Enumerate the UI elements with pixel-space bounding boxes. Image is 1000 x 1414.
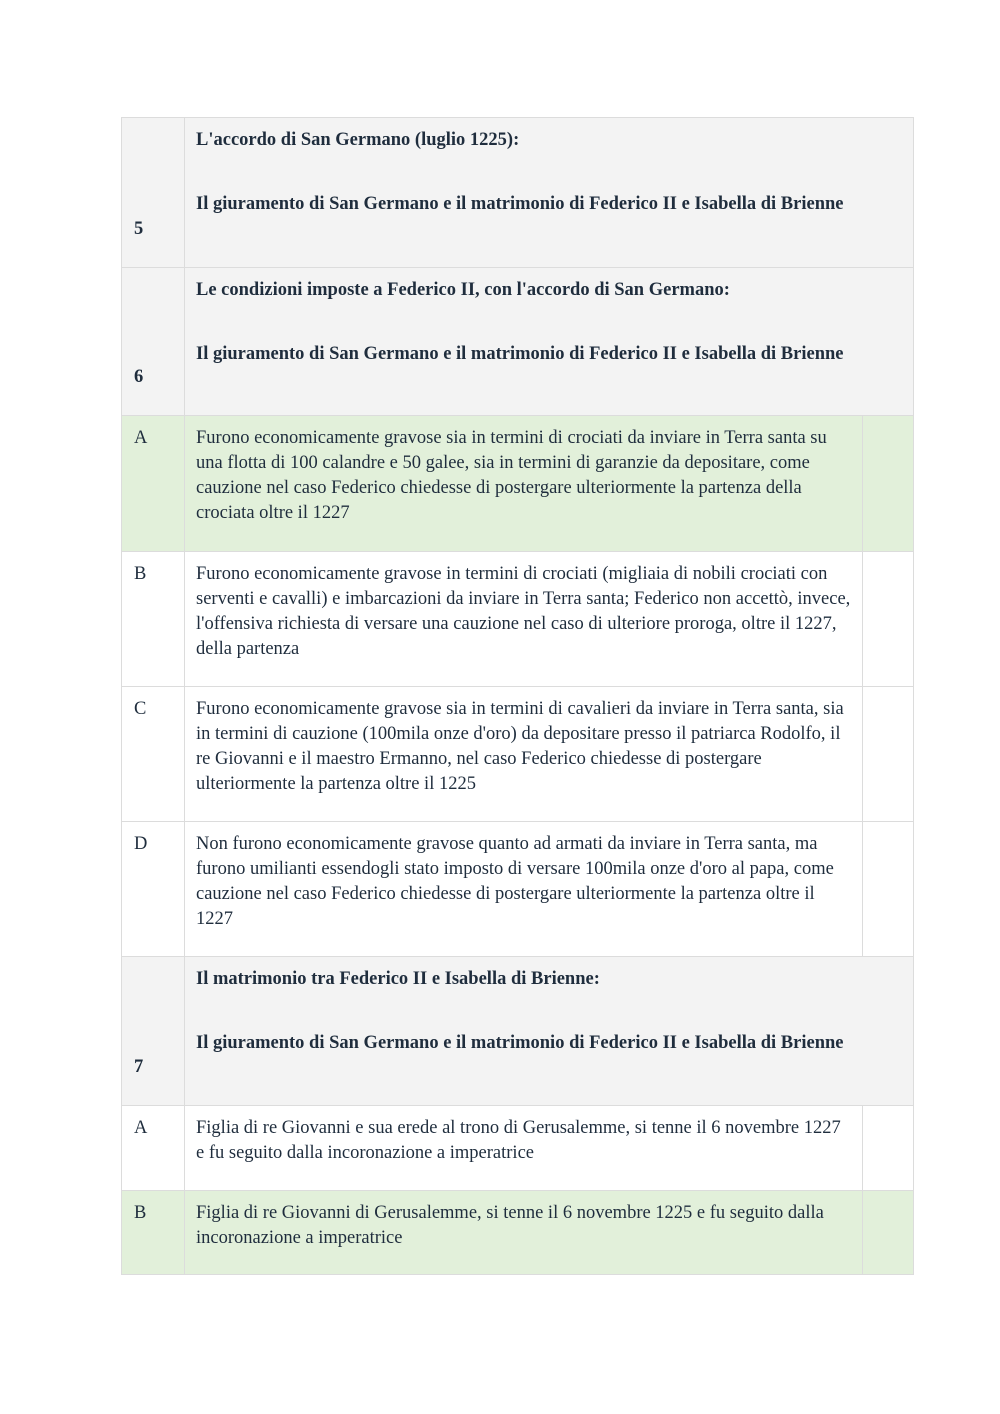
answer-row-7b[interactable] xyxy=(122,1191,914,1275)
question-body xyxy=(185,118,914,268)
question-section: Il giuramento di San Germano e il matrimonio di Federico II e Isabella di Brienne xyxy=(196,1033,844,1053)
question-section: Il giuramento di San Germano e il matrimonio di Federico II e Isabella di Brienne xyxy=(196,194,844,214)
question-title: Le condizioni imposte a Federico II, con l'accordo di San Germano: xyxy=(196,280,730,300)
answer-text: Non furono economicamente gravose quanto ad armati da inviare in Terra santa, ma furono umilianti essendogli stato imposto di versare 100mila onze d'oro al papa, come cauzione nel caso Federico chiedesse di postergare ulteriormente la partenza oltre il 1227 xyxy=(185,822,863,957)
answer-row-6c[interactable] xyxy=(122,687,914,822)
answer-row-7a[interactable] xyxy=(122,1106,914,1191)
answer-letter: A xyxy=(122,1106,185,1191)
question-body xyxy=(185,957,914,1106)
answer-letter: B xyxy=(122,1191,185,1275)
answer-row-6a[interactable] xyxy=(122,416,914,552)
answer-mark-cell xyxy=(863,1191,914,1275)
quiz-table xyxy=(121,117,914,1275)
answer-row-6b[interactable] xyxy=(122,552,914,687)
question-body xyxy=(185,268,914,416)
answer-mark-cell xyxy=(863,1106,914,1191)
question-row-7 xyxy=(122,957,914,1106)
question-number: 6 xyxy=(122,268,185,416)
question-title: L'accordo di San Germano (luglio 1225): xyxy=(196,130,520,150)
answer-letter: A xyxy=(122,416,185,552)
answer-mark-cell xyxy=(863,416,914,552)
answer-mark-cell xyxy=(863,822,914,957)
answer-letter: C xyxy=(122,687,185,822)
question-number: 5 xyxy=(122,118,185,268)
question-row-5 xyxy=(122,118,914,268)
answer-mark-cell xyxy=(863,552,914,687)
answer-letter: B xyxy=(122,552,185,687)
answer-text: Furono economicamente gravose sia in termini di cavalieri da inviare in Terra santa, sia in termini di cauzione (100mila onze d'oro) da depositare presso il patriarca Rodolfo, il re Giovanni e il maestro Ermanno, nel caso Federico chiedesse di postergare ulteriormente la partenza oltre il 1225 xyxy=(185,687,863,822)
answer-text: Figlia di re Giovanni e sua erede al trono di Gerusalemme, si tenne il 6 novembre 1227 e fu seguito dalla incoronazione a imperatrice xyxy=(185,1106,863,1191)
answer-text: Figlia di re Giovanni di Gerusalemme, si tenne il 6 novembre 1225 e fu seguito dalla incoronazione a imperatrice xyxy=(185,1191,863,1275)
answer-text: Furono economicamente gravose sia in termini di crociati da inviare in Terra santa su una flotta di 100 calandre e 50 galee, sia in termini di garanzie da depositare, come cauzione nel caso Federico chiedesse di postergare ulteriormente la partenza della crociata oltre il 1227 xyxy=(185,416,863,552)
question-section: Il giuramento di San Germano e il matrimonio di Federico II e Isabella di Brienne xyxy=(196,344,844,364)
question-row-6 xyxy=(122,268,914,416)
question-title: Il matrimonio tra Federico II e Isabella di Brienne: xyxy=(196,969,600,989)
answer-text: Furono economicamente gravose in termini di crociati (migliaia di nobili crociati con serventi e cavalli) e imbarcazioni da inviare in Terra santa; Federico non accettò, invece, l'offensiva richiesta di versare una cauzione nel caso di ulteriore proroga, oltre il 1227, della partenza xyxy=(185,552,863,687)
answer-letter: D xyxy=(122,822,185,957)
question-number: 7 xyxy=(122,957,185,1106)
answer-row-6d[interactable] xyxy=(122,822,914,957)
answer-mark-cell xyxy=(863,687,914,822)
